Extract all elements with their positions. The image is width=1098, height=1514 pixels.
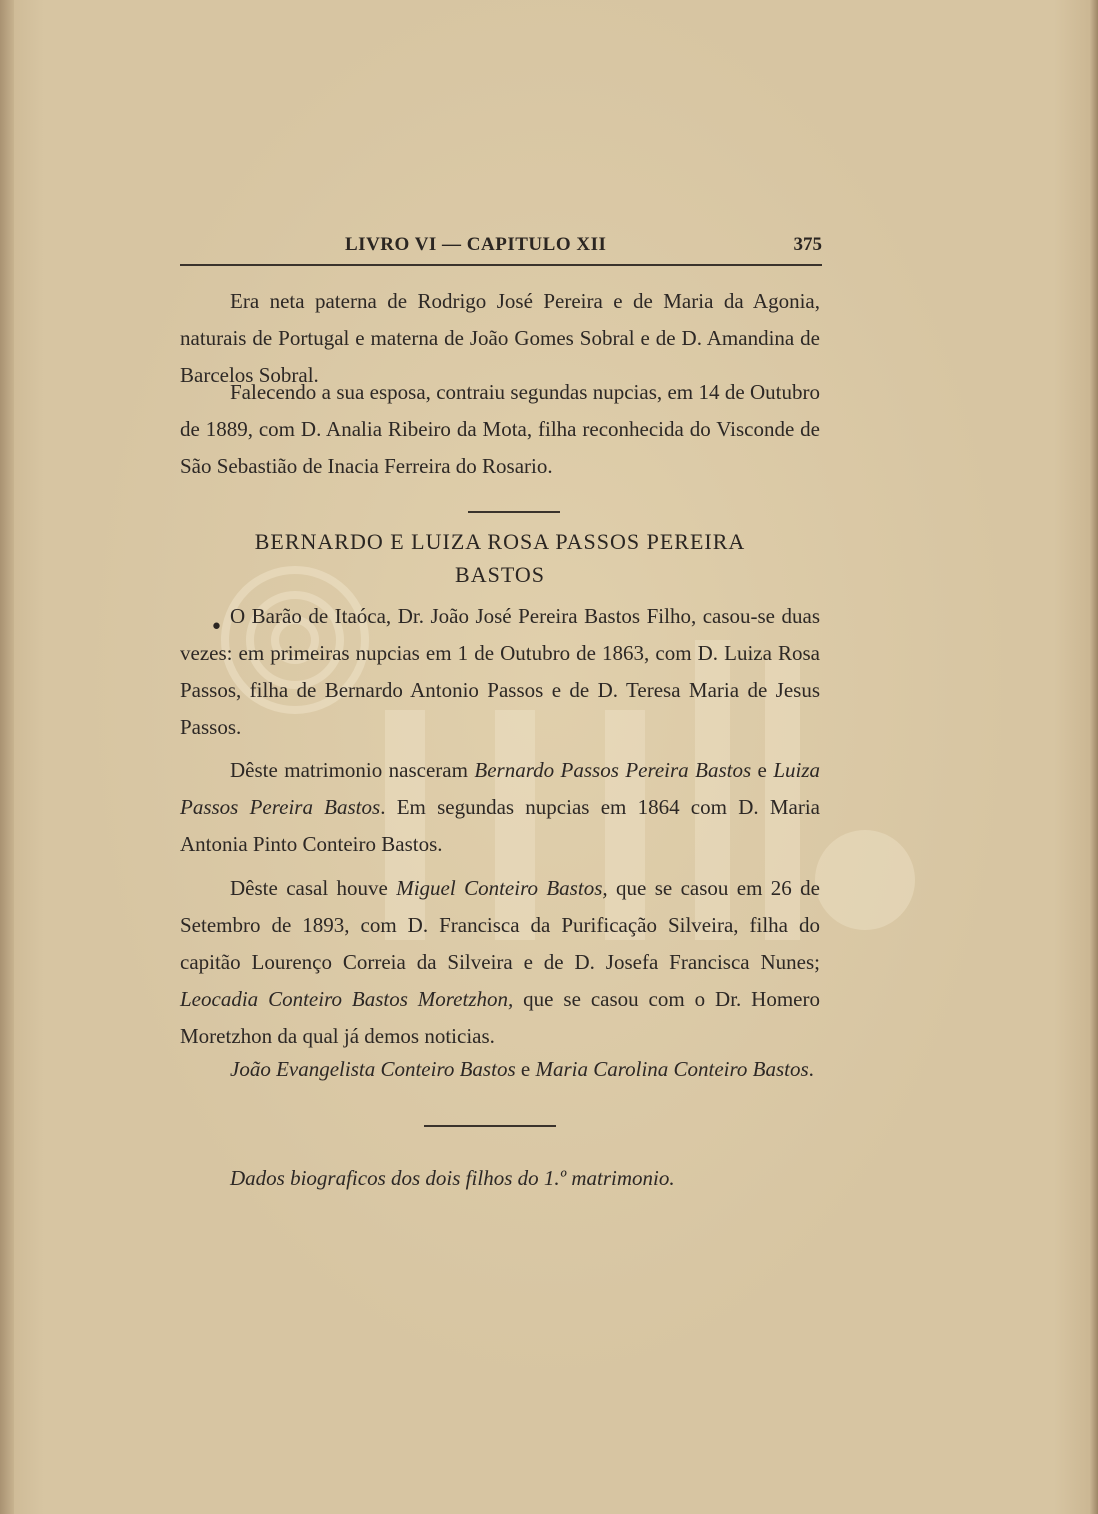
text: e bbox=[751, 758, 774, 782]
page-left-edge bbox=[0, 0, 14, 1514]
section-divider bbox=[424, 1125, 556, 1127]
person-name: Luiza Passos Pereira Bastos bbox=[180, 758, 820, 819]
section-title-continued: BASTOS bbox=[455, 562, 545, 587]
chapter-title: LIVRO VI — CAPITULO XII bbox=[345, 234, 607, 255]
person-name: João Evangelista Conteiro Bastos bbox=[230, 1057, 516, 1081]
text: Dêste matrimonio nasceram bbox=[230, 758, 475, 782]
person-name: Leocadia Conteiro Bastos Moretzhon, bbox=[180, 987, 514, 1011]
paragraph bbox=[180, 752, 820, 863]
paragraph bbox=[180, 870, 820, 1055]
person-name: Bernardo Passos Pereira Bastos bbox=[474, 758, 752, 782]
section-divider bbox=[468, 511, 560, 513]
text: e bbox=[515, 1057, 536, 1081]
text: . Em segundas nupcias em 1864 com D. Maria Antonia Pinto Conteiro Bastos. bbox=[180, 795, 820, 856]
paragraph bbox=[180, 1051, 820, 1088]
footnote-text: Dados biograficos dos dois filhos do 1.º matrimonio. bbox=[230, 1166, 675, 1190]
ink-dot: • bbox=[210, 615, 223, 640]
paragraph: O Barão de Itaóca, Dr. João José Pereira Bastos Filho, casou-se duas vezes: em primeiras nupcias em 1 de Outubro de 1863, com D. Luiza Rosa Passos, filha de Bernardo Antonio Passos e de D. Teresa Maria de Jesus Passos. bbox=[180, 604, 820, 739]
page-number: 375 bbox=[793, 234, 822, 255]
text: que se casou com o Dr. Homero Moretzhon da qual já demos noticias. bbox=[180, 987, 821, 1048]
section-title: BERNARDO E LUIZA ROSA PASSOS PEREIRA bbox=[254, 529, 746, 554]
text: . bbox=[808, 1057, 814, 1081]
text: Dêste casal houve bbox=[230, 876, 397, 900]
person-name: Miguel Conteiro Bastos, bbox=[396, 876, 608, 900]
person-name: Maria Carolina Conteiro Bastos bbox=[535, 1057, 809, 1081]
paragraph bbox=[180, 1160, 820, 1197]
text: que se casou em 26 de Setembro de 1893, com D. Francisca da Purificação Silveira, filha do capitão Lourenço Correia da Silveira e de D. Josefa Francisca Nunes; bbox=[180, 876, 820, 974]
running-header bbox=[180, 230, 822, 266]
paragraph: Falecendo a sua esposa, contraiu segundas nupcias, em 14 de Outubro de 1889, com D. Analia Ribeiro da Mota, filha reconhecida do Visconde de São Sebastião de Inacia Ferreira do Rosario. bbox=[180, 380, 820, 478]
page-right-edge bbox=[1090, 0, 1098, 1514]
paragraph: Era neta paterna de Rodrigo José Pereira e de Maria da Agonia, naturais de Portugal e materna de João Gomes Sobral e de D. Amandina de Barcelos Sobral. bbox=[180, 289, 820, 387]
